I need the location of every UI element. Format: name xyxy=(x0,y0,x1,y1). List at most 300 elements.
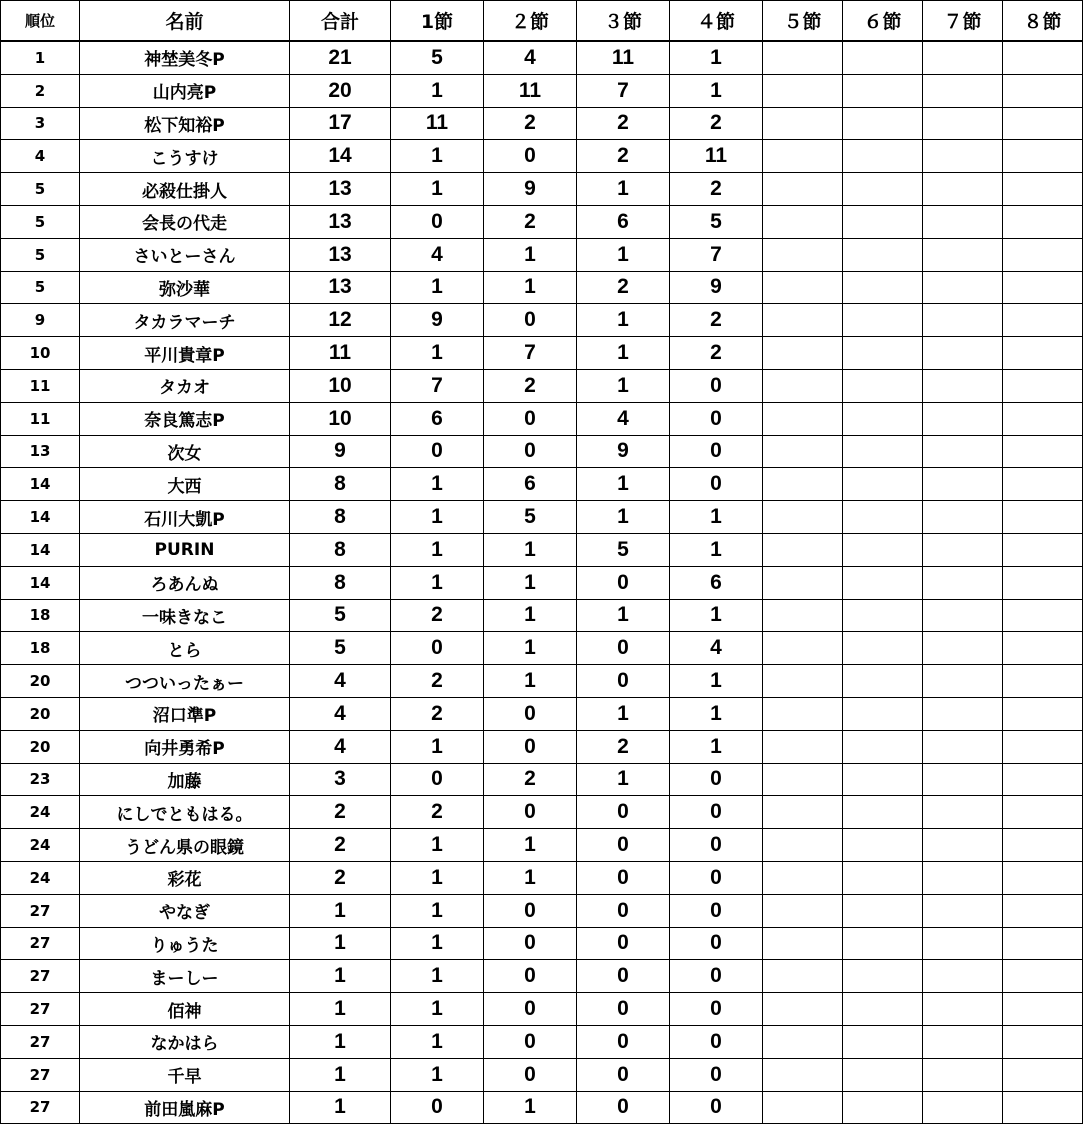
section-3-cell: 0 xyxy=(577,665,670,698)
section-1-cell: 1 xyxy=(391,927,484,960)
section-4-cell: 11 xyxy=(670,140,763,173)
section-5-cell xyxy=(763,894,843,927)
rank-cell: 18 xyxy=(1,599,80,632)
section-4-cell: 1 xyxy=(670,665,763,698)
total-cell: 5 xyxy=(290,632,391,665)
section-4-cell: 1 xyxy=(670,599,763,632)
section-8-cell xyxy=(1003,927,1083,960)
section-4-cell: 0 xyxy=(670,796,763,829)
section-2-cell: 1 xyxy=(484,238,577,271)
section-6-cell xyxy=(843,304,923,337)
header-name: 名前 xyxy=(80,1,290,42)
section-7-cell xyxy=(923,533,1003,566)
name-cell: 平川貴章P xyxy=(80,337,290,370)
section-6-cell xyxy=(843,665,923,698)
section-4-cell: 0 xyxy=(670,402,763,435)
section-4-cell: 0 xyxy=(670,861,763,894)
total-cell: 21 xyxy=(290,41,391,74)
total-cell: 3 xyxy=(290,763,391,796)
section-6-cell xyxy=(843,730,923,763)
table-row xyxy=(1,435,1083,468)
name-cell: 松下知裕P xyxy=(80,107,290,140)
section-6-cell xyxy=(843,697,923,730)
section-1-cell: 2 xyxy=(391,599,484,632)
section-3-cell: 6 xyxy=(577,205,670,238)
section-1-cell: 1 xyxy=(391,894,484,927)
section-5-cell xyxy=(763,173,843,206)
section-4-cell: 9 xyxy=(670,271,763,304)
header-rank: 順位 xyxy=(1,1,80,42)
header-section-3: ３節 xyxy=(577,1,670,42)
table-row xyxy=(1,304,1083,337)
section-6-cell xyxy=(843,829,923,862)
section-8-cell xyxy=(1003,205,1083,238)
section-1-cell: 1 xyxy=(391,501,484,534)
total-cell: 13 xyxy=(290,271,391,304)
section-2-cell: 2 xyxy=(484,763,577,796)
section-1-cell: 0 xyxy=(391,632,484,665)
table-row xyxy=(1,796,1083,829)
total-cell: 20 xyxy=(290,74,391,107)
total-cell: 10 xyxy=(290,402,391,435)
section-7-cell xyxy=(923,993,1003,1026)
total-cell: 8 xyxy=(290,501,391,534)
rank-cell: 13 xyxy=(1,435,80,468)
table-row xyxy=(1,730,1083,763)
section-2-cell: 0 xyxy=(484,1058,577,1091)
table-row xyxy=(1,41,1083,74)
name-cell: ろあんぬ xyxy=(80,566,290,599)
section-8-cell xyxy=(1003,468,1083,501)
section-8-cell xyxy=(1003,993,1083,1026)
rank-cell: 20 xyxy=(1,697,80,730)
rank-cell: 27 xyxy=(1,1025,80,1058)
rank-cell: 27 xyxy=(1,894,80,927)
section-1-cell: 7 xyxy=(391,369,484,402)
total-cell: 1 xyxy=(290,1058,391,1091)
section-1-cell: 1 xyxy=(391,993,484,1026)
section-5-cell xyxy=(763,665,843,698)
section-2-cell: 0 xyxy=(484,697,577,730)
section-4-cell: 0 xyxy=(670,468,763,501)
section-4-cell: 0 xyxy=(670,829,763,862)
section-2-cell: 4 xyxy=(484,41,577,74)
section-6-cell xyxy=(843,173,923,206)
section-7-cell xyxy=(923,468,1003,501)
section-6-cell xyxy=(843,271,923,304)
section-5-cell xyxy=(763,960,843,993)
section-2-cell: 0 xyxy=(484,796,577,829)
rank-cell: 10 xyxy=(1,337,80,370)
section-7-cell xyxy=(923,632,1003,665)
total-cell: 12 xyxy=(290,304,391,337)
section-7-cell xyxy=(923,1058,1003,1091)
section-5-cell xyxy=(763,107,843,140)
section-6-cell xyxy=(843,894,923,927)
rank-cell: 11 xyxy=(1,402,80,435)
total-cell: 1 xyxy=(290,927,391,960)
section-6-cell xyxy=(843,435,923,468)
section-1-cell: 6 xyxy=(391,402,484,435)
section-6-cell xyxy=(843,960,923,993)
section-7-cell xyxy=(923,730,1003,763)
section-5-cell xyxy=(763,271,843,304)
section-3-cell: 0 xyxy=(577,1058,670,1091)
name-cell: こうすけ xyxy=(80,140,290,173)
section-8-cell xyxy=(1003,533,1083,566)
table-row xyxy=(1,74,1083,107)
total-cell: 8 xyxy=(290,533,391,566)
section-1-cell: 1 xyxy=(391,173,484,206)
section-3-cell: 0 xyxy=(577,566,670,599)
section-8-cell xyxy=(1003,238,1083,271)
section-2-cell: 1 xyxy=(484,829,577,862)
section-7-cell xyxy=(923,1025,1003,1058)
total-cell: 8 xyxy=(290,468,391,501)
section-3-cell: 9 xyxy=(577,435,670,468)
table-row xyxy=(1,1025,1083,1058)
section-1-cell: 0 xyxy=(391,205,484,238)
section-3-cell: 0 xyxy=(577,1091,670,1124)
name-cell: りゅうた xyxy=(80,927,290,960)
rank-cell: 24 xyxy=(1,861,80,894)
section-1-cell: 0 xyxy=(391,1091,484,1124)
name-cell: つついったぁー xyxy=(80,665,290,698)
rank-cell: 5 xyxy=(1,173,80,206)
section-2-cell: 1 xyxy=(484,533,577,566)
section-5-cell xyxy=(763,1091,843,1124)
section-1-cell: 1 xyxy=(391,566,484,599)
section-6-cell xyxy=(843,205,923,238)
section-2-cell: 2 xyxy=(484,205,577,238)
total-cell: 17 xyxy=(290,107,391,140)
section-6-cell xyxy=(843,402,923,435)
section-2-cell: 0 xyxy=(484,730,577,763)
section-2-cell: 0 xyxy=(484,894,577,927)
total-cell: 1 xyxy=(290,1091,391,1124)
section-5-cell xyxy=(763,533,843,566)
rank-cell: 23 xyxy=(1,763,80,796)
section-3-cell: 1 xyxy=(577,599,670,632)
section-6-cell xyxy=(843,993,923,1026)
name-cell: 山内亮P xyxy=(80,74,290,107)
name-cell: PURIN xyxy=(80,533,290,566)
table-row xyxy=(1,763,1083,796)
name-cell: 加藤 xyxy=(80,763,290,796)
section-8-cell xyxy=(1003,730,1083,763)
section-6-cell xyxy=(843,1058,923,1091)
section-3-cell: 0 xyxy=(577,993,670,1026)
header-total: 合計 xyxy=(290,1,391,42)
section-7-cell xyxy=(923,697,1003,730)
section-2-cell: 0 xyxy=(484,960,577,993)
rank-cell: 27 xyxy=(1,993,80,1026)
total-cell: 4 xyxy=(290,697,391,730)
section-4-cell: 2 xyxy=(670,337,763,370)
section-3-cell: 2 xyxy=(577,107,670,140)
total-cell: 4 xyxy=(290,665,391,698)
rank-cell: 11 xyxy=(1,369,80,402)
section-2-cell: 1 xyxy=(484,665,577,698)
section-2-cell: 7 xyxy=(484,337,577,370)
section-5-cell xyxy=(763,697,843,730)
name-cell: 次女 xyxy=(80,435,290,468)
section-5-cell xyxy=(763,337,843,370)
name-cell: タカラマーチ xyxy=(80,304,290,337)
section-6-cell xyxy=(843,599,923,632)
section-8-cell xyxy=(1003,566,1083,599)
section-8-cell xyxy=(1003,632,1083,665)
table-row xyxy=(1,665,1083,698)
header-section-1: 1節 xyxy=(391,1,484,42)
section-7-cell xyxy=(923,894,1003,927)
section-8-cell xyxy=(1003,402,1083,435)
section-8-cell xyxy=(1003,894,1083,927)
section-4-cell: 0 xyxy=(670,1091,763,1124)
section-8-cell xyxy=(1003,337,1083,370)
section-7-cell xyxy=(923,501,1003,534)
section-4-cell: 0 xyxy=(670,763,763,796)
name-cell: 必殺仕掛人 xyxy=(80,173,290,206)
rank-cell: 20 xyxy=(1,665,80,698)
header-section-5: ５節 xyxy=(763,1,843,42)
section-2-cell: 5 xyxy=(484,501,577,534)
section-3-cell: 1 xyxy=(577,369,670,402)
name-cell: さいとーさん xyxy=(80,238,290,271)
section-3-cell: 1 xyxy=(577,763,670,796)
section-6-cell xyxy=(843,369,923,402)
section-8-cell xyxy=(1003,271,1083,304)
section-4-cell: 0 xyxy=(670,435,763,468)
section-7-cell xyxy=(923,1091,1003,1124)
section-1-cell: 1 xyxy=(391,730,484,763)
section-7-cell xyxy=(923,796,1003,829)
section-7-cell xyxy=(923,927,1003,960)
section-8-cell xyxy=(1003,173,1083,206)
rank-cell: 14 xyxy=(1,468,80,501)
section-3-cell: 1 xyxy=(577,697,670,730)
table-row xyxy=(1,599,1083,632)
section-1-cell: 5 xyxy=(391,41,484,74)
section-1-cell: 1 xyxy=(391,829,484,862)
table-row xyxy=(1,1058,1083,1091)
header-section-2: ２節 xyxy=(484,1,577,42)
section-4-cell: 0 xyxy=(670,1025,763,1058)
section-3-cell: 11 xyxy=(577,41,670,74)
section-4-cell: 2 xyxy=(670,304,763,337)
section-1-cell: 1 xyxy=(391,533,484,566)
section-6-cell xyxy=(843,1025,923,1058)
section-7-cell xyxy=(923,665,1003,698)
section-3-cell: 1 xyxy=(577,337,670,370)
name-cell: 神埜美冬P xyxy=(80,41,290,74)
section-2-cell: 0 xyxy=(484,1025,577,1058)
section-3-cell: 2 xyxy=(577,271,670,304)
header-section-6: ６節 xyxy=(843,1,923,42)
section-1-cell: 4 xyxy=(391,238,484,271)
section-1-cell: 2 xyxy=(391,796,484,829)
section-5-cell xyxy=(763,1025,843,1058)
section-4-cell: 0 xyxy=(670,927,763,960)
section-8-cell xyxy=(1003,796,1083,829)
section-3-cell: 5 xyxy=(577,533,670,566)
section-2-cell: 2 xyxy=(484,369,577,402)
name-cell: 会長の代走 xyxy=(80,205,290,238)
section-3-cell: 1 xyxy=(577,238,670,271)
section-1-cell: 1 xyxy=(391,1025,484,1058)
section-7-cell xyxy=(923,829,1003,862)
section-1-cell: 0 xyxy=(391,763,484,796)
section-4-cell: 5 xyxy=(670,205,763,238)
table-row xyxy=(1,861,1083,894)
rank-cell: 27 xyxy=(1,927,80,960)
table-row xyxy=(1,173,1083,206)
section-1-cell: 1 xyxy=(391,337,484,370)
section-2-cell: 1 xyxy=(484,632,577,665)
section-5-cell xyxy=(763,763,843,796)
total-cell: 2 xyxy=(290,796,391,829)
section-2-cell: 0 xyxy=(484,304,577,337)
name-cell: 大西 xyxy=(80,468,290,501)
section-5-cell xyxy=(763,1058,843,1091)
total-cell: 1 xyxy=(290,993,391,1026)
section-6-cell xyxy=(843,501,923,534)
section-4-cell: 1 xyxy=(670,501,763,534)
rank-cell: 1 xyxy=(1,41,80,74)
section-6-cell xyxy=(843,140,923,173)
name-cell: 彩花 xyxy=(80,861,290,894)
section-7-cell xyxy=(923,960,1003,993)
name-cell: 弥沙華 xyxy=(80,271,290,304)
section-2-cell: 2 xyxy=(484,107,577,140)
section-2-cell: 1 xyxy=(484,566,577,599)
section-7-cell xyxy=(923,435,1003,468)
section-4-cell: 1 xyxy=(670,533,763,566)
header-row xyxy=(1,1,1083,42)
section-4-cell: 7 xyxy=(670,238,763,271)
section-7-cell xyxy=(923,41,1003,74)
section-7-cell xyxy=(923,74,1003,107)
total-cell: 5 xyxy=(290,599,391,632)
section-4-cell: 0 xyxy=(670,894,763,927)
section-1-cell: 0 xyxy=(391,435,484,468)
rank-cell: 27 xyxy=(1,1091,80,1124)
rank-cell: 14 xyxy=(1,533,80,566)
rank-cell: 5 xyxy=(1,205,80,238)
table-row xyxy=(1,697,1083,730)
table-row xyxy=(1,238,1083,271)
section-6-cell xyxy=(843,468,923,501)
section-4-cell: 2 xyxy=(670,107,763,140)
section-3-cell: 0 xyxy=(577,829,670,862)
header-section-7: ７節 xyxy=(923,1,1003,42)
total-cell: 2 xyxy=(290,829,391,862)
section-2-cell: 1 xyxy=(484,861,577,894)
rank-cell: 3 xyxy=(1,107,80,140)
section-7-cell xyxy=(923,763,1003,796)
section-8-cell xyxy=(1003,763,1083,796)
section-5-cell xyxy=(763,468,843,501)
section-4-cell: 1 xyxy=(670,730,763,763)
section-6-cell xyxy=(843,107,923,140)
total-cell: 1 xyxy=(290,960,391,993)
section-3-cell: 1 xyxy=(577,173,670,206)
section-2-cell: 9 xyxy=(484,173,577,206)
section-5-cell xyxy=(763,566,843,599)
section-5-cell xyxy=(763,927,843,960)
name-cell: まーしー xyxy=(80,960,290,993)
section-2-cell: 0 xyxy=(484,435,577,468)
section-6-cell xyxy=(843,74,923,107)
section-2-cell: 0 xyxy=(484,140,577,173)
total-cell: 14 xyxy=(290,140,391,173)
section-3-cell: 1 xyxy=(577,304,670,337)
section-3-cell: 2 xyxy=(577,730,670,763)
rank-cell: 18 xyxy=(1,632,80,665)
section-3-cell: 0 xyxy=(577,960,670,993)
section-7-cell xyxy=(923,337,1003,370)
section-8-cell xyxy=(1003,861,1083,894)
section-5-cell xyxy=(763,632,843,665)
total-cell: 2 xyxy=(290,861,391,894)
section-1-cell: 2 xyxy=(391,697,484,730)
name-cell: なかはら xyxy=(80,1025,290,1058)
section-7-cell xyxy=(923,271,1003,304)
section-4-cell: 6 xyxy=(670,566,763,599)
name-cell: にしでともはる。 xyxy=(80,796,290,829)
section-4-cell: 2 xyxy=(670,173,763,206)
section-2-cell: 1 xyxy=(484,599,577,632)
section-5-cell xyxy=(763,829,843,862)
section-8-cell xyxy=(1003,107,1083,140)
section-8-cell xyxy=(1003,501,1083,534)
name-cell: 石川大凱P xyxy=(80,501,290,534)
section-5-cell xyxy=(763,435,843,468)
rank-cell: 14 xyxy=(1,566,80,599)
section-6-cell xyxy=(843,41,923,74)
section-4-cell: 0 xyxy=(670,1058,763,1091)
section-7-cell xyxy=(923,369,1003,402)
section-5-cell xyxy=(763,501,843,534)
name-cell: 千早 xyxy=(80,1058,290,1091)
table-row xyxy=(1,271,1083,304)
section-6-cell xyxy=(843,763,923,796)
rank-cell: 14 xyxy=(1,501,80,534)
total-cell: 11 xyxy=(290,337,391,370)
section-2-cell: 0 xyxy=(484,927,577,960)
section-3-cell: 0 xyxy=(577,632,670,665)
section-5-cell xyxy=(763,304,843,337)
name-cell: とら xyxy=(80,632,290,665)
section-7-cell xyxy=(923,861,1003,894)
name-cell: 前田嵐麻P xyxy=(80,1091,290,1124)
section-6-cell xyxy=(843,796,923,829)
section-8-cell xyxy=(1003,599,1083,632)
table-row xyxy=(1,468,1083,501)
section-7-cell xyxy=(923,238,1003,271)
rank-cell: 27 xyxy=(1,1058,80,1091)
table-row xyxy=(1,566,1083,599)
section-6-cell xyxy=(843,861,923,894)
section-7-cell xyxy=(923,566,1003,599)
section-1-cell: 9 xyxy=(391,304,484,337)
total-cell: 13 xyxy=(290,173,391,206)
header-section-8: ８節 xyxy=(1003,1,1083,42)
section-7-cell xyxy=(923,173,1003,206)
section-3-cell: 7 xyxy=(577,74,670,107)
section-2-cell: 0 xyxy=(484,402,577,435)
header-section-4: ４節 xyxy=(670,1,763,42)
